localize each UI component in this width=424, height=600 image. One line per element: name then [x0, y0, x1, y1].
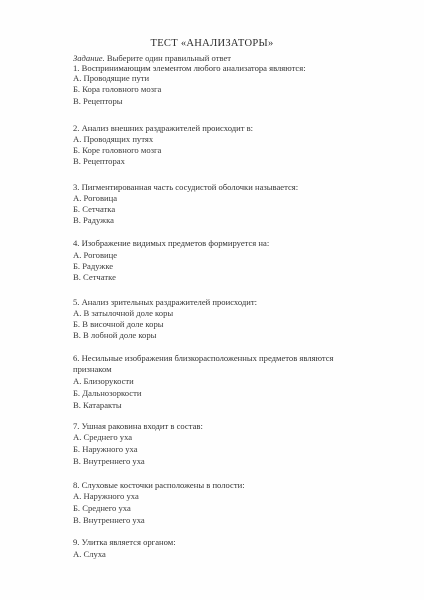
q5-option-c: В. В лобной доле коры [73, 330, 157, 340]
q3-option-c: В. Радужка [73, 215, 114, 225]
task-instruction [73, 53, 231, 63]
question-3: 3. Пигментированная часть сосудистой оболочки называется: [73, 182, 299, 192]
question-6: 6. Несильные изображения близкорасположенных предметов являются [73, 353, 334, 363]
q2-option-b: Б. Коре головного мозга [73, 145, 162, 155]
task-text: Выберите один правильный ответ [104, 53, 232, 63]
q5-option-b: Б. В височной доле коры [73, 319, 164, 329]
question-2: 2. Анализ внешних раздражителей происходит в: [73, 123, 254, 133]
q8-option-b: Б. Среднего уха [73, 503, 131, 513]
q5-option-a: А. В затылочной доле коры [73, 308, 174, 318]
q3-option-a: А. Роговица [73, 193, 118, 203]
q1-option-a: А. Проводящие пути [73, 73, 150, 83]
task-label: Задание. [73, 53, 105, 63]
q9-option-a: А. Слуха [73, 549, 106, 559]
q4-option-a: А. Роговице [73, 250, 118, 260]
q4-option-b: Б. Радужке [73, 261, 114, 271]
question-9: 9. Улитка является органом: [73, 537, 176, 547]
q6-option-c: В. Катаракты [73, 400, 122, 410]
q6-option-b: Б. Дальнозоркости [73, 388, 142, 398]
question-8: 8. Слуховые косточки расположены в полости: [73, 480, 245, 490]
q7-option-b: Б. Наружного уха [73, 444, 138, 454]
q2-option-a: А. Проводящих путях [73, 134, 154, 144]
q7-option-c: В. Внутреннего уха [73, 456, 145, 466]
page-title: ТЕСТ «АНАЛИЗАТОРЫ» [150, 38, 274, 49]
q7-option-a: А. Среднего уха [73, 432, 133, 442]
question-7: 7. Ушная раковина входит в состав: [73, 421, 203, 431]
q3-option-b: Б. Сетчатка [73, 204, 116, 214]
q4-option-c: В. Сетчатке [73, 272, 116, 282]
q1-option-b: Б. Кора головного мозга [73, 84, 162, 94]
q8-option-a: А. Наружного уха [73, 491, 139, 501]
question-6-cont: признаком [73, 364, 112, 374]
q1-option-c: В. Рецепторы [73, 96, 123, 106]
q8-option-c: В. Внутреннего уха [73, 515, 145, 525]
question-5: 5. Анализ зрительных раздражителей происходит: [73, 297, 258, 307]
question-1: 1. Воспринимающим элементом любого анализатора являются: [73, 63, 306, 73]
q2-option-c: В. Рецепторах [73, 156, 125, 166]
q6-option-a: А. Близорукости [73, 376, 134, 386]
question-4: 4. Изображение видимых предметов формируется на: [73, 238, 270, 248]
